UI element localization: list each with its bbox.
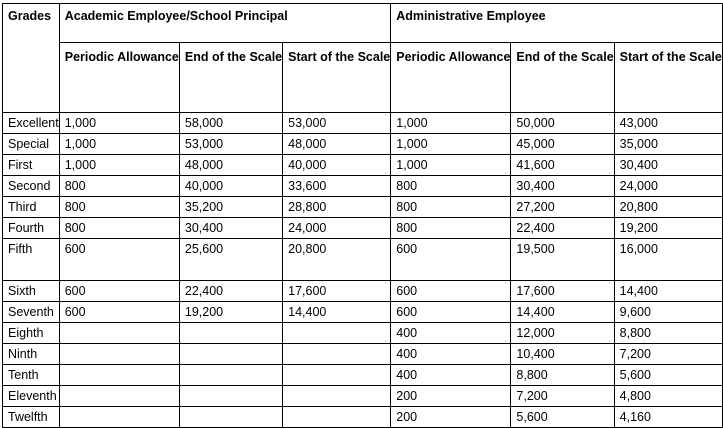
cell-academic-end-of-scale: 22,400	[179, 281, 282, 302]
cell-admin-end-of-scale: 27,200	[511, 197, 614, 218]
cell-admin-periodic-allowance: 800	[391, 176, 511, 197]
cell-academic-end-of-scale	[179, 407, 282, 428]
cell-admin-periodic-allowance: 1,000	[391, 155, 511, 176]
cell-admin-end-of-scale: 45,000	[511, 134, 614, 155]
cell-academic-periodic-allowance	[59, 323, 179, 344]
cell-admin-end-of-scale: 10,400	[511, 344, 614, 365]
cell-admin-start-of-scale: 43,000	[614, 113, 722, 134]
table-row	[3, 176, 723, 197]
cell-admin-periodic-allowance: 400	[391, 323, 511, 344]
cell-admin-periodic-allowance: 600	[391, 239, 511, 281]
cell-academic-start-of-scale: 33,600	[283, 176, 391, 197]
cell-grade: Tenth	[3, 365, 60, 386]
cell-academic-periodic-allowance: 800	[59, 197, 179, 218]
cell-academic-periodic-allowance: 600	[59, 239, 179, 281]
cell-academic-start-of-scale	[283, 344, 391, 365]
cell-academic-end-of-scale	[179, 386, 282, 407]
cell-academic-end-of-scale	[179, 344, 282, 365]
cell-grade: Fourth	[3, 218, 60, 239]
cell-academic-start-of-scale	[283, 386, 391, 407]
cell-academic-periodic-allowance	[59, 386, 179, 407]
salary-scale-table	[2, 3, 723, 428]
cell-admin-end-of-scale: 12,000	[511, 323, 614, 344]
cell-academic-periodic-allowance	[59, 365, 179, 386]
cell-academic-end-of-scale	[179, 323, 282, 344]
table-row	[3, 323, 723, 344]
table-row	[3, 407, 723, 428]
cell-admin-end-of-scale: 30,400	[511, 176, 614, 197]
cell-academic-periodic-allowance: 800	[59, 176, 179, 197]
cell-admin-end-of-scale: 8,800	[511, 365, 614, 386]
cell-admin-start-of-scale: 20,800	[614, 197, 722, 218]
header-admin-end-of-scale: End of the Scale	[511, 43, 614, 113]
cell-admin-end-of-scale: 14,400	[511, 302, 614, 323]
cell-academic-periodic-allowance: 800	[59, 218, 179, 239]
cell-academic-end-of-scale: 30,400	[179, 218, 282, 239]
header-academic-periodic-allowance: Periodic Allowance	[59, 43, 179, 113]
cell-admin-end-of-scale: 19,500	[511, 239, 614, 281]
cell-admin-start-of-scale: 24,000	[614, 176, 722, 197]
cell-admin-periodic-allowance: 600	[391, 302, 511, 323]
cell-grade: First	[3, 155, 60, 176]
cell-admin-start-of-scale: 19,200	[614, 218, 722, 239]
table-row	[3, 281, 723, 302]
cell-grade: Third	[3, 197, 60, 218]
table-row	[3, 302, 723, 323]
cell-admin-end-of-scale: 17,600	[511, 281, 614, 302]
table-row	[3, 113, 723, 134]
cell-admin-periodic-allowance: 1,000	[391, 113, 511, 134]
table-row	[3, 218, 723, 239]
table-row	[3, 155, 723, 176]
cell-grade: Special	[3, 134, 60, 155]
cell-academic-start-of-scale: 53,000	[283, 113, 391, 134]
cell-admin-periodic-allowance: 400	[391, 344, 511, 365]
cell-academic-periodic-allowance: 1,000	[59, 113, 179, 134]
cell-grade: Excellent	[3, 113, 60, 134]
cell-admin-end-of-scale: 50,000	[511, 113, 614, 134]
cell-admin-start-of-scale: 16,000	[614, 239, 722, 281]
cell-academic-periodic-allowance	[59, 407, 179, 428]
cell-academic-start-of-scale: 14,400	[283, 302, 391, 323]
cell-academic-periodic-allowance: 1,000	[59, 134, 179, 155]
header-row-groups	[3, 4, 723, 43]
header-row-columns	[3, 43, 723, 113]
header-admin-start-of-scale: Start of the Scale	[614, 43, 722, 113]
cell-grade: Eighth	[3, 323, 60, 344]
cell-admin-periodic-allowance: 400	[391, 365, 511, 386]
table-row	[3, 134, 723, 155]
cell-admin-start-of-scale: 9,600	[614, 302, 722, 323]
cell-academic-end-of-scale: 19,200	[179, 302, 282, 323]
table-row	[3, 365, 723, 386]
cell-grade: Twelfth	[3, 407, 60, 428]
header-academic-group: Academic Employee/School Principal	[59, 4, 391, 43]
cell-academic-start-of-scale	[283, 365, 391, 386]
header-admin-periodic-allowance: Periodic Allowance	[391, 43, 511, 113]
cell-admin-periodic-allowance: 800	[391, 218, 511, 239]
cell-grade: Ninth	[3, 344, 60, 365]
cell-admin-periodic-allowance: 1,000	[391, 134, 511, 155]
cell-grade: Second	[3, 176, 60, 197]
header-grades: Grades	[3, 4, 60, 113]
cell-academic-periodic-allowance: 600	[59, 281, 179, 302]
cell-academic-start-of-scale: 20,800	[283, 239, 391, 281]
header-admin-group: Administrative Employee	[391, 4, 723, 43]
cell-admin-start-of-scale: 8,800	[614, 323, 722, 344]
cell-academic-start-of-scale: 17,600	[283, 281, 391, 302]
cell-academic-start-of-scale	[283, 407, 391, 428]
cell-admin-start-of-scale: 5,600	[614, 365, 722, 386]
cell-academic-periodic-allowance: 600	[59, 302, 179, 323]
cell-admin-end-of-scale: 41,600	[511, 155, 614, 176]
header-academic-end-of-scale: End of the Scale	[179, 43, 282, 113]
cell-academic-start-of-scale	[283, 323, 391, 344]
cell-admin-periodic-allowance: 200	[391, 386, 511, 407]
cell-admin-start-of-scale: 4,800	[614, 386, 722, 407]
cell-admin-start-of-scale: 7,200	[614, 344, 722, 365]
cell-academic-start-of-scale: 40,000	[283, 155, 391, 176]
table-row	[3, 239, 723, 281]
table-row	[3, 197, 723, 218]
cell-admin-periodic-allowance: 200	[391, 407, 511, 428]
cell-admin-start-of-scale: 4,160	[614, 407, 722, 428]
cell-academic-end-of-scale: 53,000	[179, 134, 282, 155]
cell-academic-end-of-scale	[179, 365, 282, 386]
cell-admin-start-of-scale: 14,400	[614, 281, 722, 302]
cell-academic-periodic-allowance	[59, 344, 179, 365]
cell-academic-end-of-scale: 40,000	[179, 176, 282, 197]
header-academic-start-of-scale: Start of the Scale	[283, 43, 391, 113]
cell-grade: Eleventh	[3, 386, 60, 407]
cell-academic-end-of-scale: 48,000	[179, 155, 282, 176]
cell-grade: Seventh	[3, 302, 60, 323]
cell-admin-periodic-allowance: 800	[391, 197, 511, 218]
cell-academic-end-of-scale: 58,000	[179, 113, 282, 134]
cell-academic-end-of-scale: 25,600	[179, 239, 282, 281]
table-row	[3, 344, 723, 365]
table-row	[3, 386, 723, 407]
cell-academic-start-of-scale: 28,800	[283, 197, 391, 218]
cell-admin-start-of-scale: 30,400	[614, 155, 722, 176]
cell-grade: Fifth	[3, 239, 60, 281]
cell-grade: Sixth	[3, 281, 60, 302]
cell-academic-start-of-scale: 24,000	[283, 218, 391, 239]
cell-admin-end-of-scale: 22,400	[511, 218, 614, 239]
cell-academic-start-of-scale: 48,000	[283, 134, 391, 155]
cell-academic-periodic-allowance: 1,000	[59, 155, 179, 176]
cell-admin-periodic-allowance: 600	[391, 281, 511, 302]
cell-admin-end-of-scale: 7,200	[511, 386, 614, 407]
cell-academic-end-of-scale: 35,200	[179, 197, 282, 218]
cell-admin-end-of-scale: 5,600	[511, 407, 614, 428]
cell-admin-start-of-scale: 35,000	[614, 134, 722, 155]
